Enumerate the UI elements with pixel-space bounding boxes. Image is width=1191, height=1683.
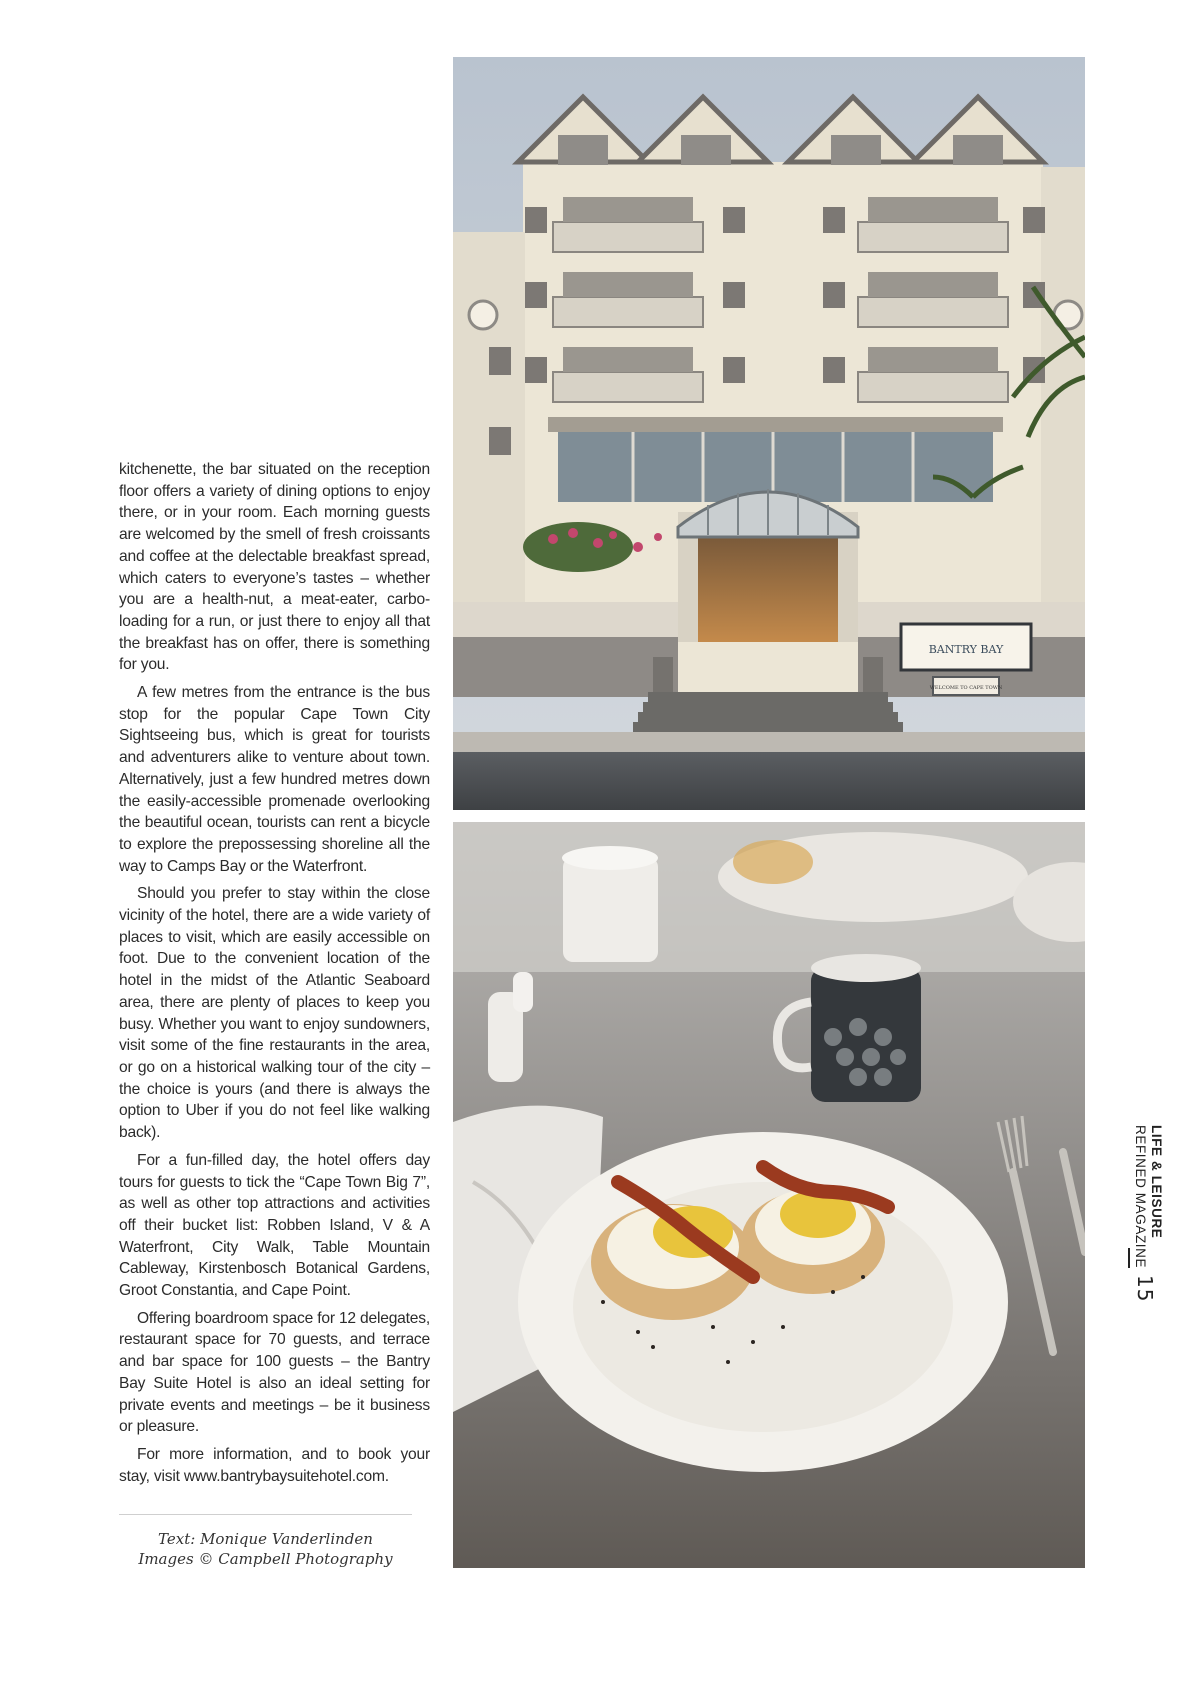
article-body <box>119 459 430 1493</box>
article-paragraph: For more information, and to book your stay, visit www.bantrybaysuitehotel.com. <box>119 1445 430 1485</box>
hotel-exterior-photo <box>453 57 1085 810</box>
text-credit: Text: Monique Vanderlinden <box>158 1530 373 1548</box>
magazine-name: REFINED MAGAZINE <box>1133 1125 1148 1269</box>
magazine-running-title <box>1132 1125 1164 1268</box>
article-paragraph: Should you prefer to stay within the close vicinity of the hotel, there are a wide variety of places to visit, which are easily accessible on foot. Due to the convenient location of the hotel in the midst of the Atlantic Seaboard area, there are plenty of places to keep you busy. Whether you want to enjoy sundowners, visit some of the fine restaurants in the area, or go on a historical walking tour of the city – the choice is yours (and there is always the option to Uber if you do not feel like walking back). <box>119 885 430 1142</box>
article-paragraph: kitchenette, the bar situated on the reception floor offers a variety of dining options to enjoy there, or in your room. Each morning guests are welcomed by the smell of fresh croissants and coffee at the delectable breakfast spread, which caters to everyone’s tastes – whether you are a health-nut, a meat-eater, carbo-loading for a run, or just there to enjoy all that the breakfast has on offer, there is something for you. <box>119 461 430 674</box>
article-paragraph: For a fun-filled day, the hotel offers day tours for guests to tick the “Cape Town Big 7”, as well as other top attractions and activities off their bucket list: Robben Island, V & A Waterfront, City Walk, Table Mountain Cableway, Kirstenbosch Botanical Gardens, Groot Constantia, and Cape Point. <box>119 1151 430 1300</box>
image-credit: Images © Campbell Photography <box>138 1550 393 1568</box>
hotel-sign-welcome: WELCOME TO CAPE TOWN <box>929 685 1003 691</box>
breakfast-photo <box>453 822 1085 1568</box>
credits-divider <box>119 1514 412 1515</box>
article-paragraph: Offering boardroom space for 12 delegates, restaurant space for 70 guests, and terrace and bar space for 100 guests – the Bantry Bay Suite Hotel is also an ideal setting for private events and meetings – be it business or pleasure. <box>119 1309 430 1436</box>
article-paragraph: A few metres from the entrance is the bus stop for the popular Cape Town City Sightseeing bus, which is great for tourists and adventurers alike to venture about town. Alternatively, just a few hundred metres down the easily-accessible promenade overlooking the beautiful ocean, tourists can rent a bicycle to explore the prepossessing shoreline all the way to Camps Bay or the Waterfront. <box>119 684 430 875</box>
photo-credits <box>119 1529 412 1569</box>
section-label: LIFE & LEISURE <box>1149 1125 1164 1239</box>
page-number-divider <box>1128 1248 1130 1268</box>
hotel-sign-name: BANTRY BAY <box>928 643 1004 656</box>
page-number: 15 <box>1133 1275 1157 1303</box>
